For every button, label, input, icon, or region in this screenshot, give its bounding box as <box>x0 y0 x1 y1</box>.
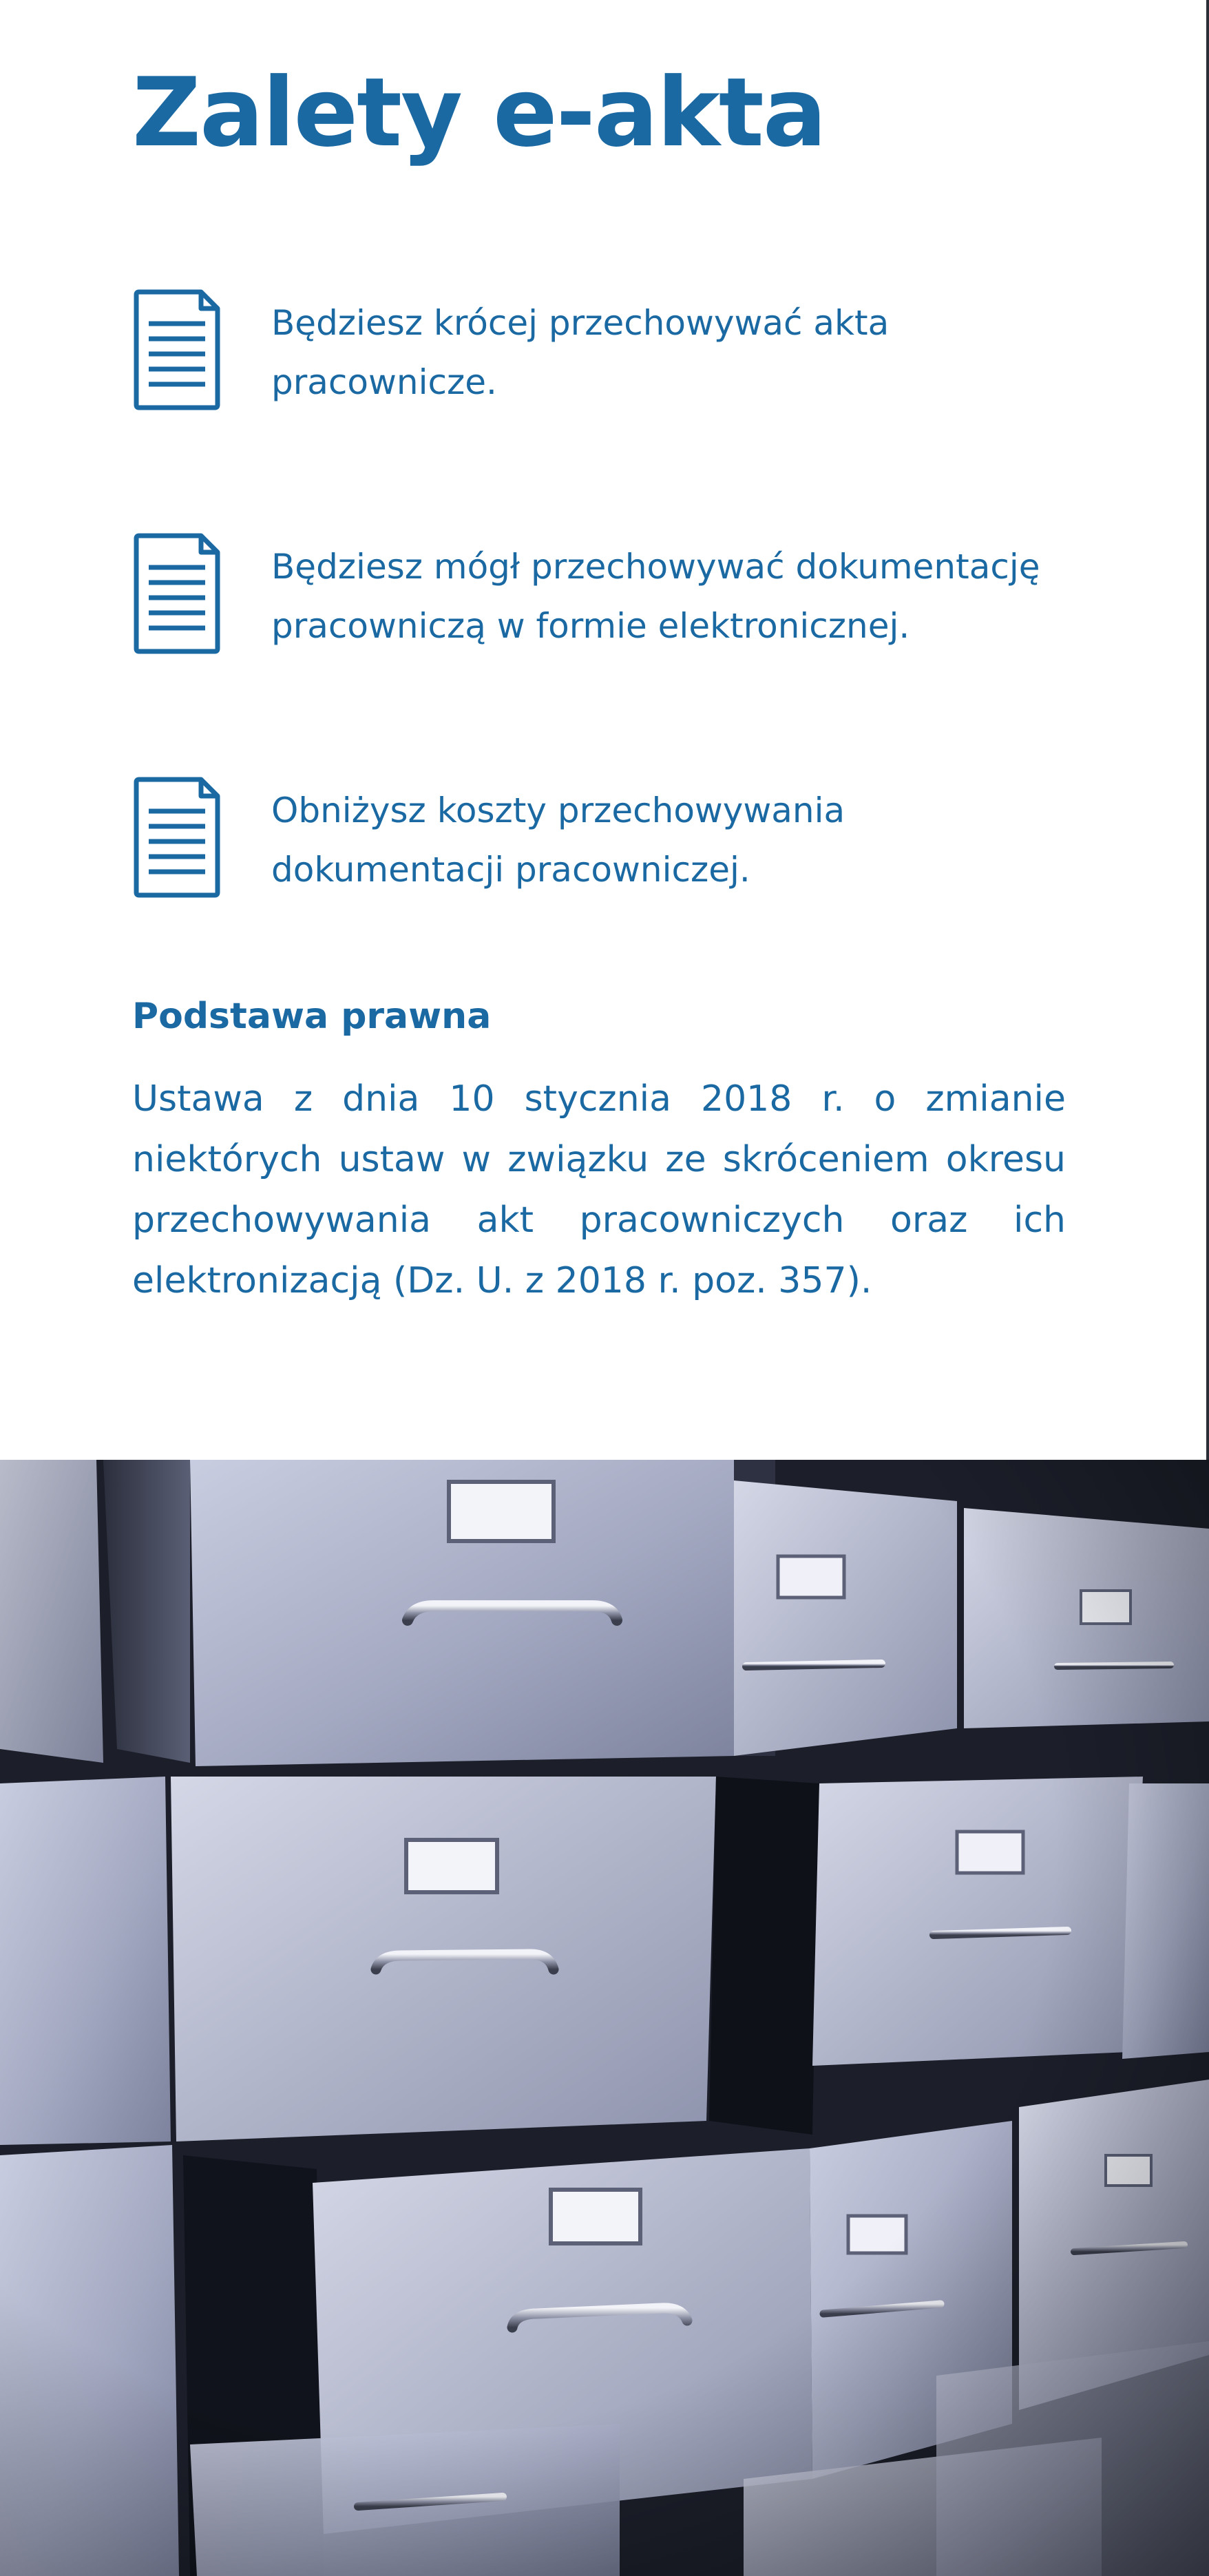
benefit-item <box>132 532 1151 656</box>
benefit-text: Będziesz krócej przechowywać akta pracownicze. <box>271 303 890 402</box>
benefit-item <box>132 775 1151 899</box>
filing-cabinet-photo <box>0 1460 1209 2576</box>
document-icon <box>132 288 223 412</box>
legal-basis-text: Ustawa z dnia 10 stycznia 2018 r. o zmianie niektórych ustaw w związku ze skróceniem okresu przechowywania akt pracowniczych oraz ich elektronizacją (Dz. U. z 2018 r. poz. 357). <box>132 1078 1066 1301</box>
benefit-text: Będziesz mógł przechowywać dokumentację pracowniczą w formie elektronicznej. <box>271 547 1040 646</box>
document-icon <box>132 775 223 899</box>
document-icon <box>132 532 223 656</box>
page-edge-divider <box>1206 0 1209 1460</box>
benefit-item <box>132 288 1151 412</box>
page-title: Zalety e-akta <box>132 57 826 168</box>
filing-cabinet-drawers-image <box>0 1460 1209 2576</box>
legal-basis-heading: Podstawa prawna <box>132 996 492 1037</box>
benefit-text: Obniżysz koszty przechowywania dokumentacji pracowniczej. <box>271 790 845 890</box>
